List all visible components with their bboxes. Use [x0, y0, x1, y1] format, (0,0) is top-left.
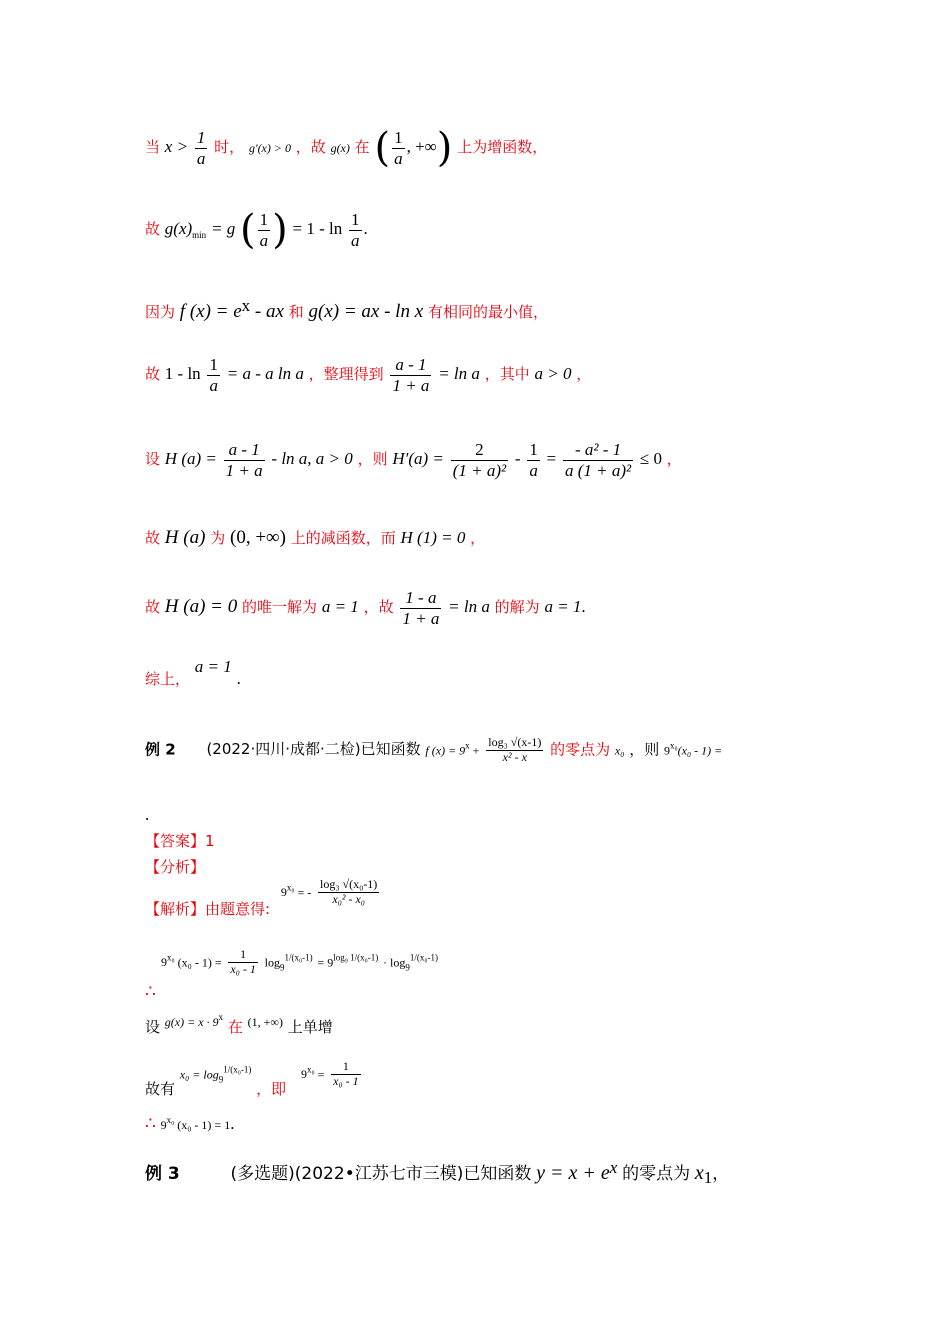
text: ，即 — [256, 1079, 287, 1098]
math: 9 — [161, 955, 167, 970]
math: = a - a ln a — [226, 364, 304, 384]
math: g(x) = x · 9 — [164, 1015, 219, 1029]
math: ≤ 0 — [639, 449, 662, 469]
fraction: $\frac{a - 1}{1 + a}$ — [392, 355, 430, 395]
text: 在 — [354, 138, 370, 157]
text: ，则 — [629, 740, 660, 759]
math-sub: 9 — [280, 962, 285, 973]
text: . — [145, 805, 150, 824]
text: 设 — [145, 1018, 161, 1036]
math: = ln a — [438, 364, 480, 384]
math: x₀ = log — [179, 1067, 219, 1082]
fraction: $\frac{\text{- a² - 1}}{\text{a (1 + a)²}}$ — [564, 440, 632, 480]
text: ，故 — [295, 138, 326, 157]
text: 在 — [227, 1018, 243, 1036]
text: 有相同的最小值， — [427, 303, 548, 321]
text: 的零点为 — [550, 740, 611, 759]
math: 9 — [280, 885, 287, 900]
math: 1 - ln — [164, 364, 201, 384]
math: (x₀ - 1) = 1 — [174, 1118, 231, 1132]
fraction: $\frac{a - 1}{1 + a}$ — [225, 440, 263, 480]
example-source: (2022·四川·成都·二检)已知函数 — [206, 740, 421, 759]
math: a > 0 — [534, 364, 572, 384]
text: 因为 — [145, 303, 176, 321]
paren-left: ( — [239, 207, 256, 254]
math: x₀ — [614, 743, 625, 758]
math-sup: x₀ — [306, 1064, 315, 1075]
math: f (x) = e — [179, 301, 242, 322]
answer-label: 【答案】1 — [145, 832, 215, 850]
math: x — [694, 1162, 704, 1184]
text: 当 — [145, 138, 161, 157]
math: = g — [210, 219, 236, 239]
math-sup: x — [465, 740, 470, 751]
math: H (a) = — [164, 449, 217, 469]
example-label: 例 2 — [145, 740, 176, 759]
text: 设 — [145, 450, 161, 469]
fraction: $\frac{1}{a}$ — [259, 210, 269, 250]
math: H (a) — [164, 527, 206, 548]
math: g(x) — [330, 141, 350, 156]
math: - — [514, 449, 521, 469]
math-sup: 1/(x₀-1) — [284, 952, 313, 963]
text: . — [363, 219, 368, 239]
example-2 — [145, 736, 722, 765]
math: g(x) — [164, 219, 193, 239]
fraction: $\frac{1}{a}$ — [196, 128, 206, 168]
math-sup: x — [241, 296, 251, 315]
math: (0, +∞) — [230, 527, 286, 548]
text: ，故 — [363, 598, 394, 617]
fraction: $\frac{2}{\text{(1 + a)²}}$ — [452, 440, 507, 480]
text: 和 — [288, 303, 304, 321]
math: = — [546, 449, 557, 469]
math-sup: x₀ — [167, 952, 175, 963]
text: 上单增 — [287, 1018, 333, 1036]
text: ，则 — [357, 450, 388, 469]
math: = - — [294, 885, 312, 900]
math: g′(x) > 0 — [248, 141, 291, 156]
math: = — [314, 1067, 325, 1082]
analysis-label: 【分析】 — [145, 858, 206, 876]
line-7 — [145, 588, 586, 628]
solution-line — [145, 877, 381, 918]
fraction: $\frac{1}{\text{x₀ - 1}}$ — [333, 1059, 359, 1088]
text: ，其中 — [484, 365, 530, 384]
math: log — [264, 955, 280, 970]
fraction: $\frac{1}{a}$ — [394, 128, 403, 168]
text: ， — [712, 1164, 730, 1184]
step-4 — [145, 1114, 234, 1134]
math: + — [469, 743, 480, 758]
line-6 — [145, 527, 485, 549]
math: , +∞ — [406, 137, 437, 157]
text: ， — [470, 529, 486, 547]
paren-right: ) — [272, 207, 288, 254]
math-sup: log₉ 1/(x₀-1) — [333, 952, 379, 963]
math: a = 1 — [544, 597, 582, 617]
math-sup: 1/(x₀-1) — [223, 1064, 252, 1075]
math-sup: x — [218, 1012, 224, 1022]
math: x > — [164, 137, 189, 157]
math: g(x) = ax - ln x — [308, 301, 424, 322]
line-2 — [145, 207, 368, 254]
math: f (x) = 9 — [425, 743, 466, 758]
step-2 — [145, 1012, 333, 1037]
paren-right: ) — [436, 125, 453, 172]
math-sub: min — [192, 230, 207, 241]
fraction: $\frac{\text{log₃ √(x-1)}}{\text{x² - x}}$ — [488, 735, 542, 764]
step-3 — [145, 1059, 363, 1098]
line-8 — [145, 657, 241, 689]
math: a = 1 — [194, 657, 232, 676]
math: = 1 - ln — [292, 219, 343, 239]
example-3 — [145, 1158, 729, 1188]
math-sup: x — [609, 1158, 618, 1177]
math: 9 — [663, 743, 670, 758]
text: . — [581, 597, 586, 617]
text: 故 — [145, 365, 161, 384]
text: ， — [576, 365, 592, 384]
math: (1, +∞) — [247, 1015, 283, 1029]
math-sup: 1/(x₀-1) — [409, 952, 438, 963]
math: a = 1 — [321, 597, 359, 617]
paren-left: ( — [374, 125, 391, 172]
line-3 — [145, 296, 548, 323]
therefore-symbol: ∴ — [145, 1114, 156, 1134]
math-sub: 9 — [405, 962, 410, 973]
fraction: $\frac{1 - a}{1 + a}$ — [402, 588, 440, 628]
math: H (a) = 0 — [164, 596, 238, 618]
math: - ln a, a > 0 — [271, 449, 353, 469]
fraction: $\frac{1}{\text{x₀ - 1}}$ — [230, 947, 256, 976]
therefore-symbol: ∴ — [145, 982, 156, 1002]
text: . — [230, 1114, 235, 1133]
math: (x₀ - 1) = — [174, 955, 222, 970]
math: y = x + e — [536, 1162, 610, 1184]
line-1 — [145, 125, 548, 172]
text: 为 — [210, 529, 226, 547]
math: = 9 — [317, 955, 334, 970]
blank-dot — [145, 805, 149, 825]
math: (x₀ - 1) = — [677, 743, 723, 758]
fraction: $\frac{1}{a}$ — [351, 210, 360, 250]
math: · log — [383, 955, 406, 970]
text: 时， — [214, 138, 245, 157]
fraction: $\frac{1}{a}$ — [529, 440, 538, 480]
text: 故有 — [145, 1079, 176, 1098]
math-sub: 9 — [218, 1074, 224, 1085]
text: ， — [666, 450, 682, 469]
math-sub: 1 — [703, 1168, 713, 1187]
line-5 — [145, 440, 682, 480]
example-label: 例 3 — [145, 1164, 180, 1184]
example-source: (多选题)(2022•江苏七市三模)已知函数 — [230, 1164, 532, 1184]
math-sup: x₀ — [286, 882, 295, 893]
fraction: $\frac{\text{log₃ √(x₀-1)}}{\text{x₀² - x₀}}$ — [320, 877, 378, 906]
math: - ax — [250, 301, 284, 322]
text: . — [236, 669, 241, 688]
fraction: $\frac{1}{a}$ — [209, 355, 218, 395]
text: 故 — [145, 220, 161, 239]
text: 故 — [145, 598, 161, 617]
math: H (1) = 0 — [400, 528, 466, 547]
step-1 — [145, 948, 438, 977]
math: = ln a — [448, 597, 490, 617]
text: 的解为 — [494, 598, 540, 617]
text: 综上， — [145, 670, 191, 688]
text: ，整理得到 — [308, 365, 384, 384]
math: 9 — [160, 1118, 167, 1132]
text: 上为增函数， — [457, 138, 548, 157]
solution-label: 【解析】由题意得: — [145, 899, 271, 918]
math: 9 — [300, 1067, 307, 1082]
text: 的零点为 — [622, 1164, 691, 1184]
math: H′(a) = — [392, 449, 444, 469]
math-sup: x₀ — [669, 740, 678, 751]
text: 上的减函数，而 — [290, 529, 396, 547]
line-4 — [145, 355, 591, 395]
math-sup: x₀ — [166, 1115, 175, 1125]
text: 故 — [145, 529, 161, 547]
text: 的唯一解为 — [242, 598, 318, 617]
